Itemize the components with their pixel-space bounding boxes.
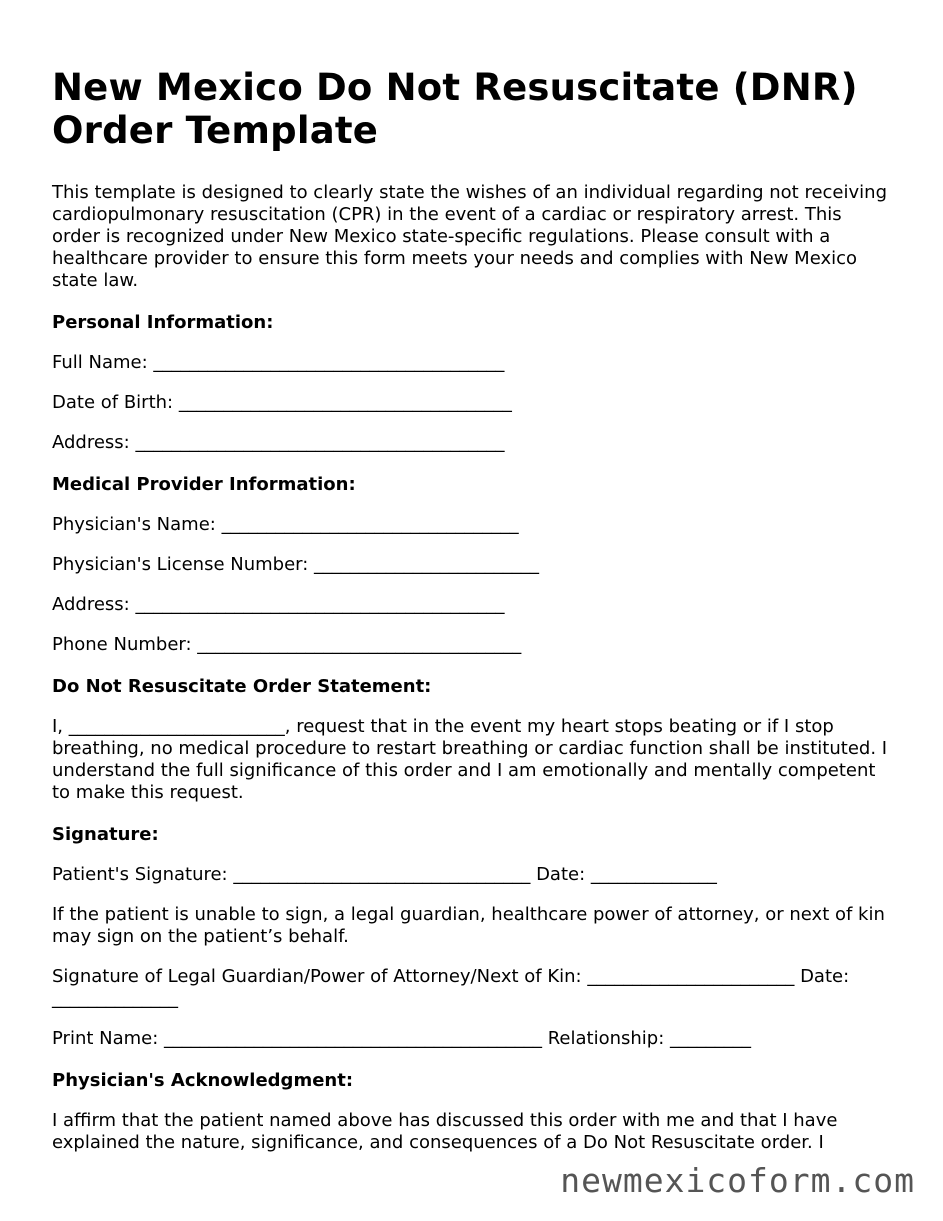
dnr-statement-heading: Do Not Resuscitate Order Statement: bbox=[52, 676, 432, 697]
date-of-birth-field: Date of Birth: _____________________________________ bbox=[52, 392, 512, 413]
physician-name-field: Physician's Name: _________________________________ bbox=[52, 514, 519, 535]
provider-info-heading: Medical Provider Information: bbox=[52, 474, 356, 495]
guardian-note: If the patient is unable to sign, a legal guardian, healthcare power of attorney, or next of kin may sign on the patient’s behalf. bbox=[52, 904, 885, 947]
physician-acknowledgment-text: I affirm that the patient named above has discussed this order with me and that I have explained the nature, significance, and consequences of a Do Not Resuscitate order. I bbox=[52, 1110, 838, 1153]
physician-license-field: Physician's License Number: _________________________ bbox=[52, 554, 540, 575]
patient-signature-line: Patient's Signature: _________________________________ Date: ______________ bbox=[52, 864, 717, 885]
print-name-line: Print Name: __________________________________________ Relationship: _________ bbox=[52, 1028, 752, 1049]
document-page bbox=[52, 66, 892, 1154]
guardian-signature-line: Signature of Legal Guardian/Power of Attorney/Next of Kin: _______________________ Date: ______________ bbox=[52, 966, 850, 1009]
page-title: New Mexico Do Not Resuscitate (DNR) Order Template bbox=[52, 66, 858, 152]
dnr-statement-text: I, ________________________, request that in the event my heart stops beating or if I stop breathing, no medical procedure to restart breathing or cardiac function shall be instituted. I understand the full significance of this order and I am emotionally and mentally competent to make this request. bbox=[52, 716, 888, 803]
physician-acknowledgment-heading: Physician's Acknowledgment: bbox=[52, 1070, 354, 1091]
provider-address-field: Address: _________________________________________ bbox=[52, 594, 505, 615]
personal-info-heading: Personal Information: bbox=[52, 312, 274, 333]
signature-heading: Signature: bbox=[52, 824, 159, 845]
full-name-field: Full Name: _______________________________________ bbox=[52, 352, 505, 373]
site-watermark: newmexicoform.com bbox=[560, 1161, 915, 1200]
address-field: Address: _________________________________________ bbox=[52, 432, 505, 453]
phone-number-field: Phone Number: ____________________________________ bbox=[52, 634, 522, 655]
intro-paragraph: This template is designed to clearly state the wishes of an individual regarding not receiving cardiopulmonary resuscitation (CPR) in the event of a cardiac or respiratory arrest. This order is recognized under New Mexico state-specific regulations. Please consult with a healthcare provider to ensure this form meets your needs and complies with New Mexico state law. bbox=[52, 182, 887, 291]
